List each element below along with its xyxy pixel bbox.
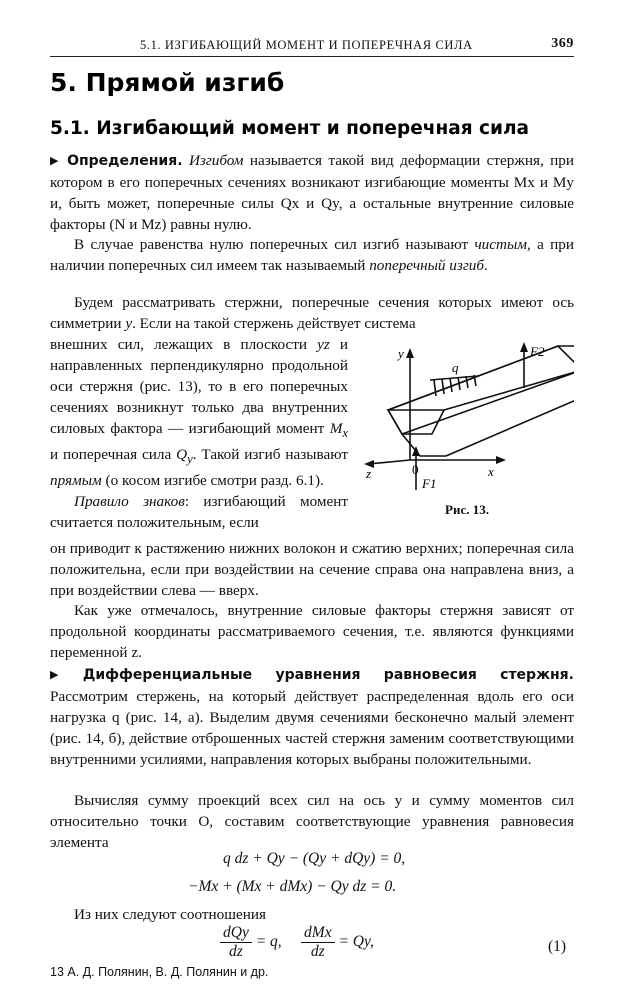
term-transverse: поперечный изгиб <box>369 257 484 274</box>
page-footer: 13 А. Д. Полянин, В. Д. Полянин и др. <box>50 965 269 979</box>
axis-label-z: z <box>366 466 372 481</box>
relation-rhs-1: = q, <box>251 933 282 951</box>
chapter-title: 5. Прямой изгиб <box>50 68 285 97</box>
figure-caption: Рис. 13. <box>445 502 489 517</box>
page-number: 369 <box>551 36 574 51</box>
section-title: 5.1. Изгибающий момент и поперечная сила <box>50 118 530 139</box>
equation-2: −Mx + (Mx + dMx) − Qy dz = 0. <box>188 878 397 895</box>
equation-1: q dz + Qy − (Qy + dQy) = 0, <box>223 850 406 867</box>
differential-heading: Дифференциальные уравнения равновесия стержня. <box>82 667 574 683</box>
running-head <box>50 34 574 57</box>
frac1-numerator: dQy <box>220 924 252 943</box>
running-title: 5.1. ИЗГИБАЮЩИЙ МОМЕНТ И ПОПЕРЕЧНАЯ СИЛА <box>140 38 473 52</box>
load-label-q: q <box>452 360 459 375</box>
bullet-marker-2: ▶ <box>50 669 77 681</box>
rods-lines-full: Будем рассматривать стержни, поперечные сечения которых имеют ось симметрии y. Если на такой стержень действует система <box>50 294 574 332</box>
definitions-text: называется такой вид деформации стержня, при котором в его поперечных сечениях возникают изгибающие моменты Mx и My и, быть может, поперечные силы Qx и Qy, а остальные внутренние силовые факторы (N и Mz) равны нулю. <box>50 152 575 233</box>
frac2-numerator: dMx <box>301 924 335 943</box>
term-pure: чистым <box>474 236 527 253</box>
frac2-denominator: dz <box>310 943 325 960</box>
frac1-denominator: dz <box>229 943 243 960</box>
beam-diagram <box>360 338 574 508</box>
force-label-f1: F1 <box>422 476 437 491</box>
sign-rule-term: Правило знаков <box>74 493 185 511</box>
rods-text-2: (о косом изгибе смотри разд. 6.1). <box>101 472 324 490</box>
pure-bending-text-3: . <box>483 257 488 274</box>
pure-bending-text-1: В случае равенства нулю поперечных сил изгиб называют <box>74 236 475 253</box>
equation-number: (1) <box>548 938 567 955</box>
term-direct: прямым <box>50 472 102 490</box>
fraction-dmx-dz <box>301 924 335 961</box>
relation-equation <box>220 924 374 961</box>
internal-factors-paragraph: Как уже отмечалось, внутренние силовые факторы стержня зависят от продольной координаты рассматриваемого сечения, т.е. являются функциями переменной z. <box>50 602 574 661</box>
origin-label: 0 <box>412 462 419 477</box>
figure-13 <box>360 338 574 518</box>
differential-text: Рассмотрим стержень, на который действует распределенная вдоль его оси нагрузка q (рис. 14, а). Выделим двумя сечениями бесконечно малый элемент (рис. 14, б), действие отброшенных частей стержня заменим соответствующими внутренними усилиями, направления которых выбраны положительными. <box>50 688 574 768</box>
pure-bending-text-2: , а при наличии поперечных сил имеем так называемый <box>50 236 574 274</box>
axis-label-y: y <box>398 346 404 361</box>
relation-rhs-2: = Qy, <box>334 933 374 951</box>
from-them-paragraph: Из них следуют соотношения <box>74 906 266 923</box>
term-bending: Изгибом <box>188 152 244 169</box>
definitions-paragraph <box>50 150 574 235</box>
definitions-heading: Определения. <box>67 153 183 169</box>
force-label-f2: F2 <box>530 344 545 359</box>
fraction-dqy-dz <box>220 924 252 961</box>
pure-bending-paragraph <box>50 234 574 276</box>
differential-paragraph <box>50 664 574 770</box>
axis-label-x: x <box>488 464 494 479</box>
rods-lines-narrow: внешних сил, лежащих в плоскости yz и направленных перпендикулярно продольной оси стержня (рис. 13), то в его поперечных сечениях возникнут только два внутренних силовых фактора — изгибающий момент $M_x$ и поперечная сила $Q_y$. Такой изгиб называют прямым (о косом изгибе смотри разд. 6.1). <box>50 336 348 490</box>
projection-paragraph: Вычисляя сумму проекций всех сил на ось y и сумму моментов сил относительно точки O, составим соответствующие уравнения равновесия элемента <box>50 792 574 851</box>
bullet-marker: ▶ <box>50 155 62 167</box>
sign-rule-top: Правило знаков: изгибающий момент считается положительным, если <box>50 493 348 532</box>
sign-rule-paragraph: он приводит к растяжению нижних волокон и сжатию верхних; поперечная сила положительна, если при воздействии на сечение справа она направлена вниз, а при воздействии слева — вверх. <box>50 540 574 599</box>
